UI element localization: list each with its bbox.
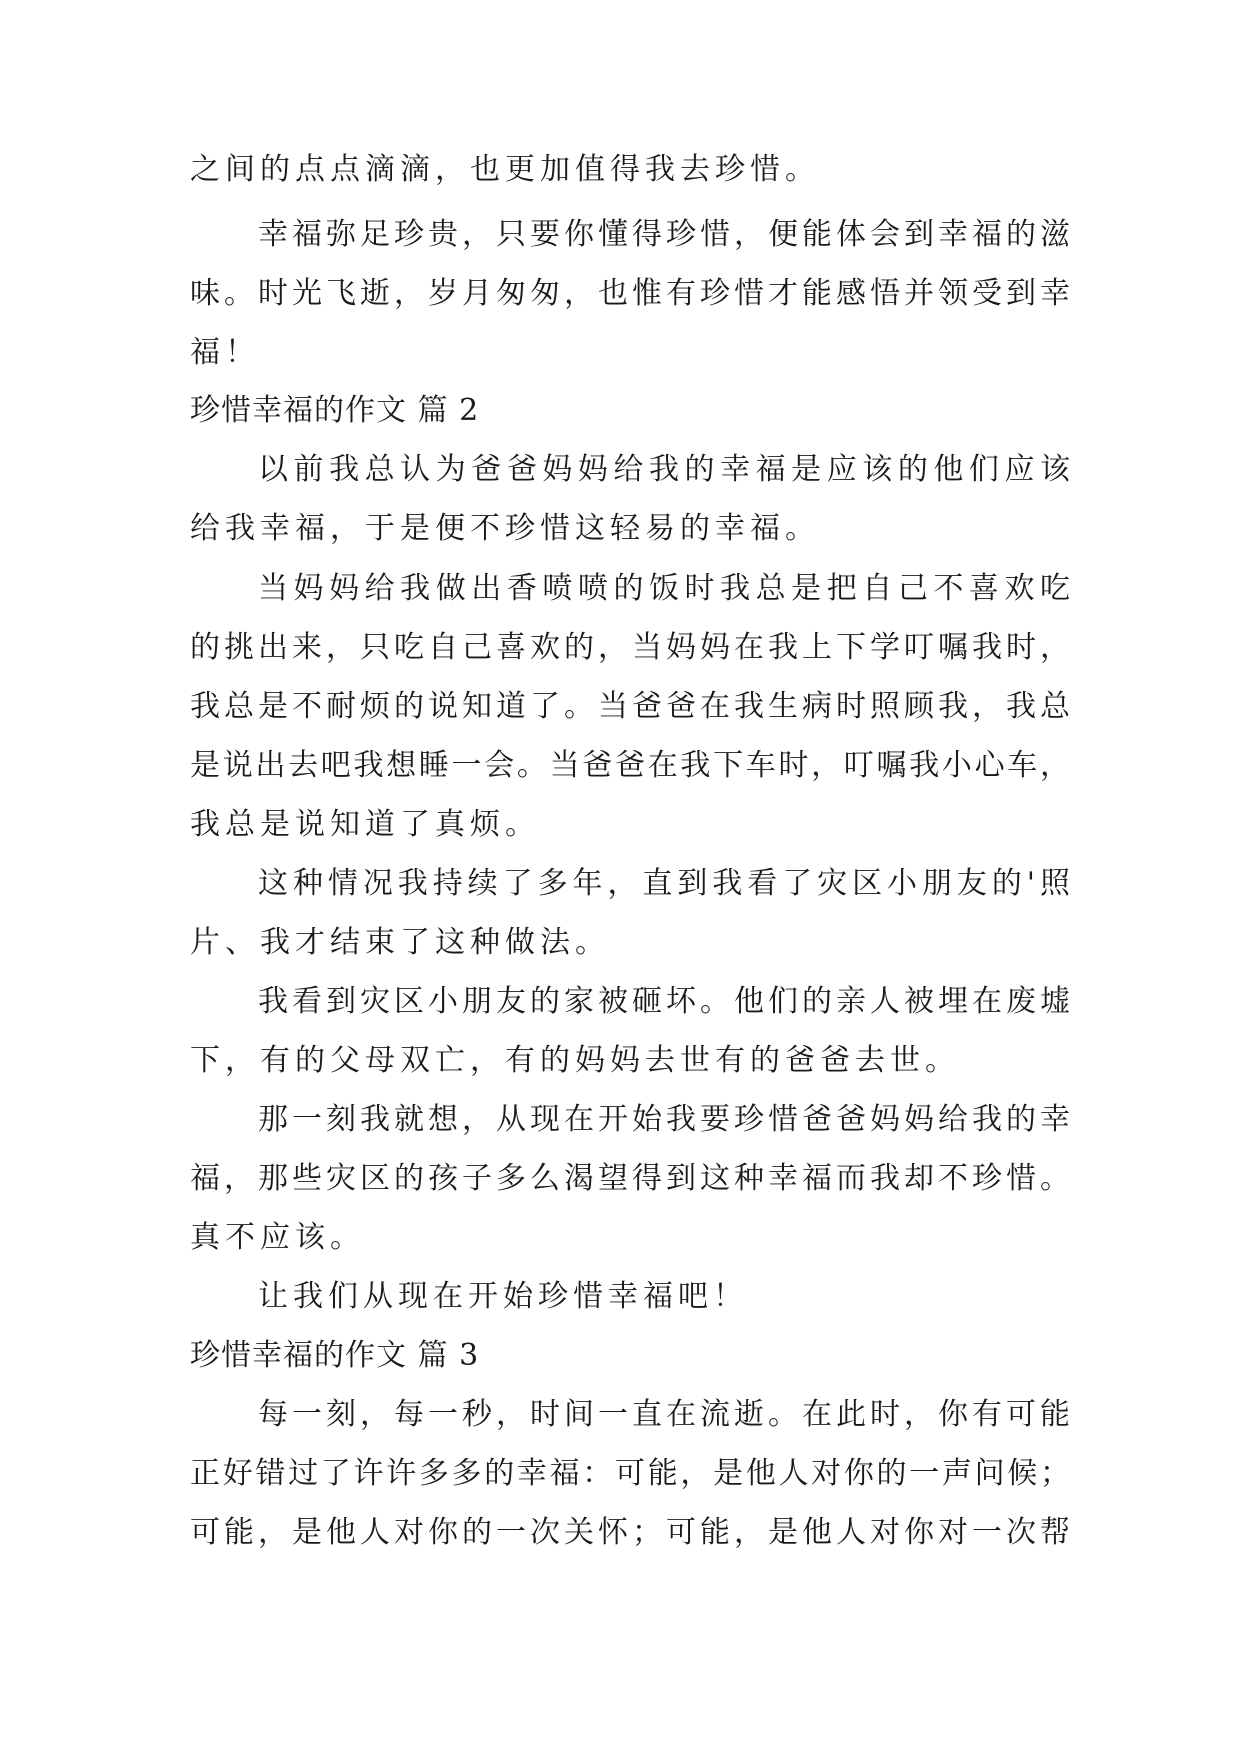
text-line: 下，有的父母双亡，有的妈妈去世有的爸爸去世。 [190, 1043, 960, 1078]
text-line: 的挑出来，只吃自己喜欢的，当妈妈在我上下学叮嘱我时， [190, 630, 1070, 665]
text-line: 我总是不耐烦的说知道了。当爸爸在我生病时照顾我，我总 [190, 689, 1070, 724]
text-line: 真不应该。 [190, 1220, 365, 1255]
paragraph-line: 当妈妈给我做出香喷喷的饭时我总是把自己不喜欢吃 [258, 571, 1070, 606]
text-line: 福！ [190, 335, 260, 370]
paragraph-line: 幸福弥足珍贵，只要你懂得珍惜，便能体会到幸福的滋 [258, 217, 1070, 252]
paragraph-line: 这种情况我持续了多年，直到我看了灾区小朋友的'照 [258, 866, 1070, 901]
section-heading: 珍惜幸福的作文 篇 2 [190, 393, 480, 428]
text-line: 正好错过了许许多多的幸福：可能，是他人对你的一声问候； [190, 1456, 1070, 1491]
text-line: 给我幸福，于是便不珍惜这轻易的幸福。 [190, 511, 820, 546]
text-line: 我总是说知道了真烦。 [190, 807, 540, 842]
paragraph-line: 每一刻，每一秒，时间一直在流逝。在此时，你有可能 [258, 1397, 1070, 1432]
text-line: 味。时光飞逝，岁月匆匆，也惟有珍惜才能感悟并领受到幸 [190, 276, 1070, 311]
paragraph-line: 以前我总认为爸爸妈妈给我的幸福是应该的他们应该 [258, 452, 1070, 487]
text-line: 福，那些灾区的孩子多么渴望得到这种幸福而我却不珍惜。 [190, 1161, 1070, 1196]
text-line: 片、我才结束了这种做法。 [190, 925, 610, 960]
paragraph-line: 那一刻我就想，从现在开始我要珍惜爸爸妈妈给我的幸 [258, 1102, 1070, 1137]
text-line: 是说出去吧我想睡一会。当爸爸在我下车时，叮嘱我小心车， [190, 748, 1070, 783]
paragraph-line: 让我们从现在开始珍惜幸福吧！ [258, 1279, 748, 1314]
text-line: 可能，是他人对你的一次关怀；可能，是他人对你对一次帮 [190, 1515, 1070, 1550]
paragraph-line: 我看到灾区小朋友的家被砸坏。他们的亲人被埋在废墟 [258, 984, 1070, 1019]
section-heading: 珍惜幸福的作文 篇 3 [190, 1338, 480, 1373]
text-line: 之间的点点滴滴，也更加值得我去珍惜。 [190, 152, 820, 187]
